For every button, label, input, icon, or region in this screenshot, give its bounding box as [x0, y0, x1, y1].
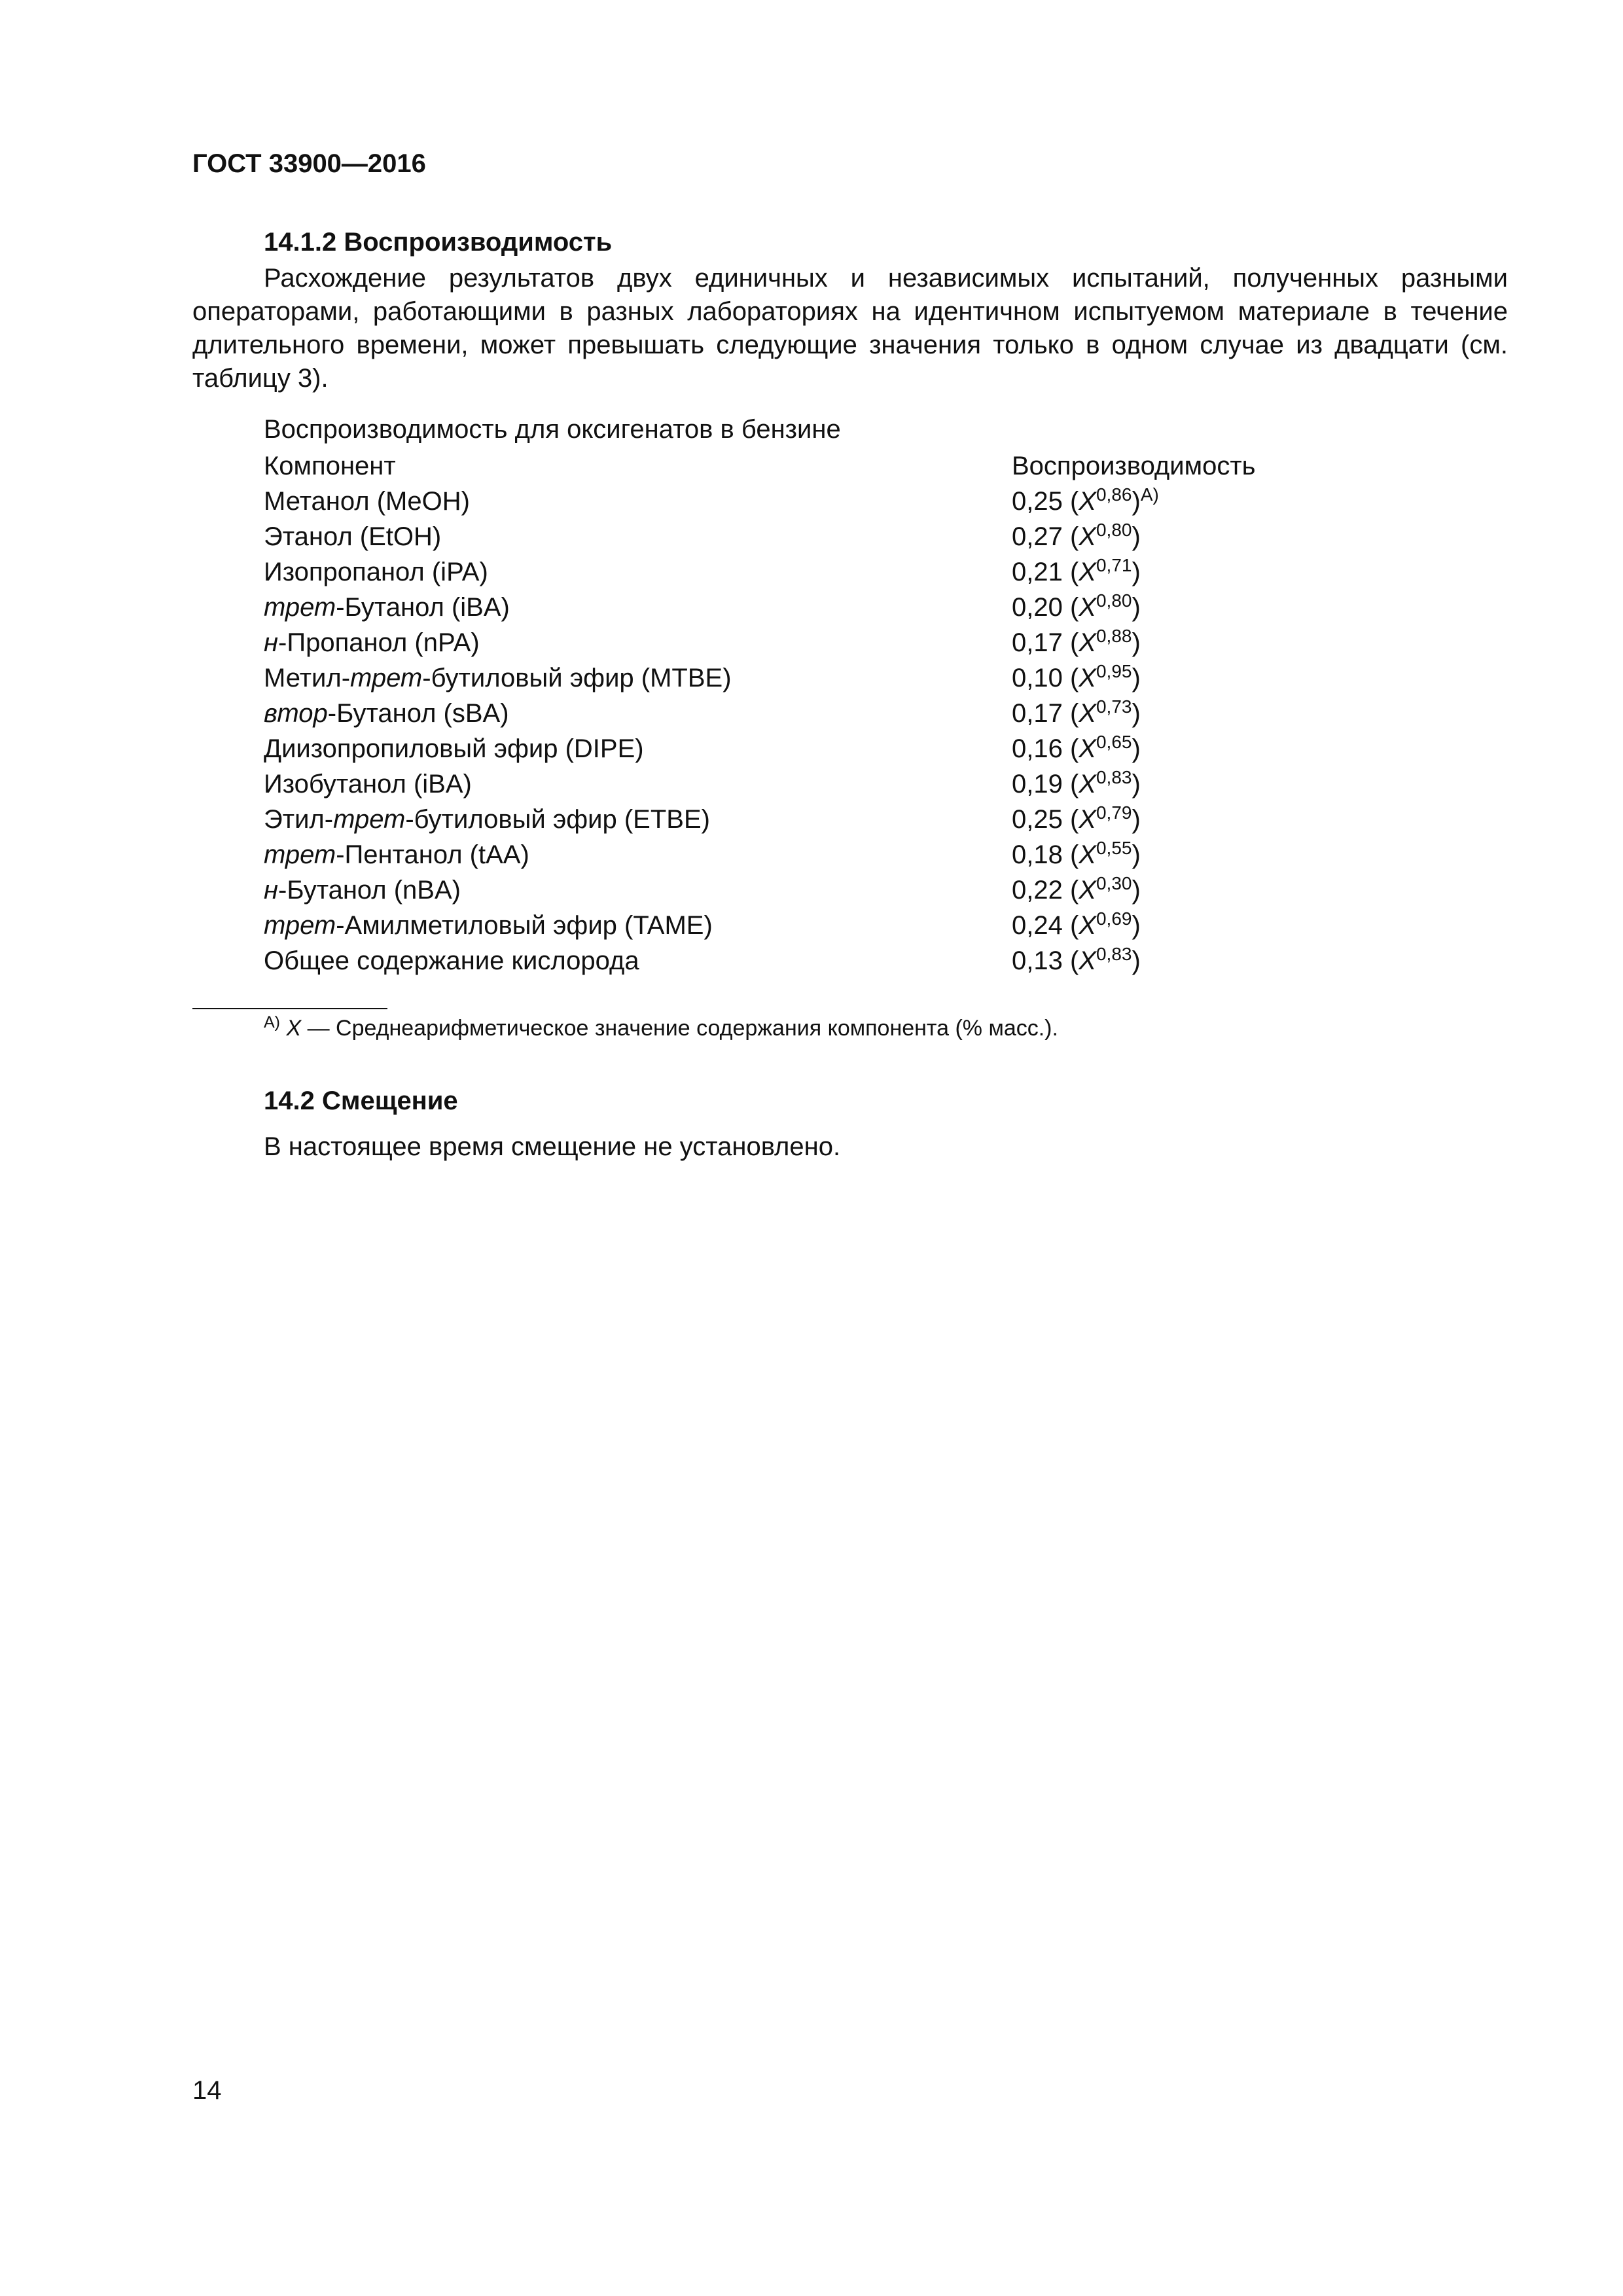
variable-x: X	[1079, 734, 1096, 763]
component-name-italic: трет	[264, 840, 336, 869]
reproducibility-value: 0,18 $(X^{0,55})$	[1012, 838, 1141, 869]
table-row	[264, 946, 1311, 982]
exponent: 0,83	[1096, 944, 1132, 964]
table-row	[264, 555, 1311, 593]
component-name-suffix: -Пентанол (tAA)	[336, 840, 529, 869]
table-row	[264, 696, 1311, 734]
variable-x: X	[1079, 558, 1096, 586]
table-title: Воспроизводимость для оксигенатов в бензине	[264, 415, 841, 444]
exponent: 0,79	[1096, 802, 1132, 823]
table-row	[264, 628, 1311, 664]
variable-x: X	[1079, 628, 1096, 657]
coefficient: 0,25	[1012, 805, 1063, 834]
exponent: 0,30	[1096, 873, 1132, 893]
coefficient: 0,25	[1012, 487, 1063, 516]
footnote-mark: A)	[264, 1013, 280, 1031]
component-name	[264, 911, 713, 941]
table-row	[264, 873, 1311, 911]
footnote-text: — Среднеарифметическое значение содержания компонента (% масс.).	[301, 1016, 1058, 1041]
reproducibility-value: 0,19 $(X^{0,83})$	[1012, 767, 1141, 798]
component-name-suffix: Изопропанол (iPA)	[264, 558, 488, 586]
component-name	[264, 840, 529, 870]
exponent: 0,86	[1096, 484, 1132, 505]
footnote-variable: X	[286, 1016, 302, 1041]
component-name-italic: н	[264, 628, 279, 657]
coefficient: 0,21	[1012, 558, 1063, 586]
component-name	[264, 487, 470, 516]
page-number: 14	[192, 2076, 222, 2105]
component-name	[264, 699, 509, 728]
reproducibility-value: 0,22 $(X^{0,30})$	[1012, 873, 1141, 905]
variable-x: X	[1079, 770, 1096, 798]
component-name-italic: втор	[264, 699, 328, 728]
table-row	[264, 590, 1311, 628]
table-header-row	[264, 452, 1311, 487]
coefficient: 0,22	[1012, 876, 1063, 905]
coefficient: 0,18	[1012, 840, 1063, 869]
exponent: 0,55	[1096, 838, 1132, 858]
component-name-prefix: Метил-	[264, 664, 351, 692]
component-name	[264, 593, 510, 622]
column-header-component: Компонент	[264, 452, 396, 480]
component-name-suffix: -бутиловый эфир (ETBE)	[405, 805, 710, 834]
variable-x: X	[1079, 840, 1096, 869]
component-name-suffix: Метанол (MeOH)	[264, 487, 470, 516]
variable-x: X	[1079, 487, 1096, 516]
reproducibility-value: 0,25 $(X^{0,86})^{A)}$	[1012, 484, 1159, 516]
table-row	[264, 734, 1311, 770]
component-name	[264, 558, 488, 587]
component-name-suffix: Этанол (EtOH)	[264, 522, 442, 551]
component-name	[264, 628, 480, 658]
bias-text: В настоящее время смещение не установлено.	[264, 1132, 841, 1161]
variable-x: X	[1079, 664, 1096, 692]
footnote-divider	[192, 1008, 387, 1009]
component-name	[264, 522, 441, 552]
coefficient: 0,20	[1012, 593, 1063, 622]
component-name-italic: н	[264, 876, 279, 905]
section-title-bias: 14.2 Смещение	[264, 1086, 458, 1115]
table-row	[264, 484, 1311, 522]
component-name-suffix: Общее содержание кислорода	[264, 946, 639, 975]
coefficient: 0,27	[1012, 522, 1063, 551]
coefficient: 0,24	[1012, 911, 1063, 940]
variable-x: X	[1079, 699, 1096, 728]
exponent: 0,71	[1096, 555, 1132, 575]
reproducibility-value: 0,20 $(X^{0,80})$	[1012, 590, 1141, 622]
reproducibility-table	[264, 452, 1311, 982]
component-name	[264, 770, 472, 799]
exponent: 0,88	[1096, 626, 1132, 646]
coefficient: 0,19	[1012, 770, 1063, 798]
component-name-italic: трет	[333, 805, 406, 834]
reproducibility-value: 0,17 $(X^{0,73})$	[1012, 696, 1141, 728]
reproducibility-value: 0,10 $(X^{0,95})$	[1012, 661, 1141, 692]
component-name-suffix: -Бутанол (iBA)	[336, 593, 510, 622]
exponent: 0,69	[1096, 908, 1132, 929]
coefficient: 0,13	[1012, 946, 1063, 975]
exponent: 0,80	[1096, 520, 1132, 540]
table-body	[264, 484, 1311, 982]
coefficient: 0,10	[1012, 664, 1063, 692]
reproducibility-value: 0,27 $(X^{0,80})$	[1012, 520, 1141, 551]
footnote-reference: A)	[1140, 484, 1159, 505]
table-row	[264, 802, 1311, 840]
exponent: 0,65	[1096, 732, 1132, 752]
coefficient: 0,17	[1012, 628, 1063, 657]
component-name-suffix: -Бутанол (sBA)	[327, 699, 509, 728]
component-name-suffix: Диизопропиловый эфир (DIPE)	[264, 734, 644, 763]
reproducibility-value: 0,25 $(X^{0,79})$	[1012, 802, 1141, 834]
reproducibility-value: 0,13 $(X^{0,83})$	[1012, 944, 1141, 975]
variable-x: X	[1079, 946, 1096, 975]
component-name-suffix: -Пропанол (nPA)	[278, 628, 480, 657]
component-name-italic: трет	[264, 593, 336, 622]
column-header-reproducibility: Воспроизводимость	[1012, 452, 1256, 480]
reproducibility-paragraph: Расхождение результатов двух единичных и независимых испытаний, полученных разными операторами, работающими в разных лабораториях на идентичном испытуемом материале в течение длительного времени, может превышать следующие значения только в одном случае из двадцати (см. таблицу 3).	[192, 264, 1508, 393]
component-name	[264, 664, 732, 693]
component-name-suffix: -Амилметиловый эфир (TAME)	[336, 911, 713, 940]
document-header: ГОСТ 33900—2016	[192, 149, 426, 178]
component-name-suffix: -Бутанол (nBA)	[278, 876, 461, 905]
exponent: 0,73	[1096, 696, 1132, 717]
component-name-italic: трет	[350, 664, 423, 692]
component-name	[264, 734, 644, 764]
component-name	[264, 805, 710, 834]
component-name	[264, 946, 639, 976]
variable-x: X	[1079, 911, 1096, 940]
table-row	[264, 767, 1311, 805]
reproducibility-value: 0,21 $(X^{0,71})$	[1012, 555, 1141, 586]
reproducibility-value: 0,17 $(X^{0,88})$	[1012, 626, 1141, 657]
coefficient: 0,17	[1012, 699, 1063, 728]
coefficient: 0,16	[1012, 734, 1063, 763]
variable-x: X	[1079, 805, 1096, 834]
table-row	[264, 661, 1311, 699]
exponent: 0,95	[1096, 661, 1132, 681]
exponent: 0,80	[1096, 590, 1132, 611]
variable-x: X	[1079, 522, 1096, 551]
component-name-prefix: Этил-	[264, 805, 334, 834]
reproducibility-value: 0,16 $(X^{0,65})$	[1012, 732, 1141, 763]
table-row	[264, 908, 1311, 946]
footnote	[264, 1013, 1058, 1041]
variable-x: X	[1079, 876, 1096, 905]
component-name-suffix: -бутиловый эфир (MTBE)	[422, 664, 732, 692]
table-row	[264, 840, 1311, 876]
variable-x: X	[1079, 593, 1096, 622]
component-name-italic: трет	[264, 911, 336, 940]
component-name-suffix: Изобутанол (iBA)	[264, 770, 472, 798]
component-name	[264, 876, 461, 905]
table-row	[264, 522, 1311, 558]
reproducibility-value: 0,24 $(X^{0,69})$	[1012, 908, 1141, 940]
exponent: 0,83	[1096, 767, 1132, 787]
section-title-reproducibility: 14.1.2 Воспроизводимость	[264, 228, 613, 257]
